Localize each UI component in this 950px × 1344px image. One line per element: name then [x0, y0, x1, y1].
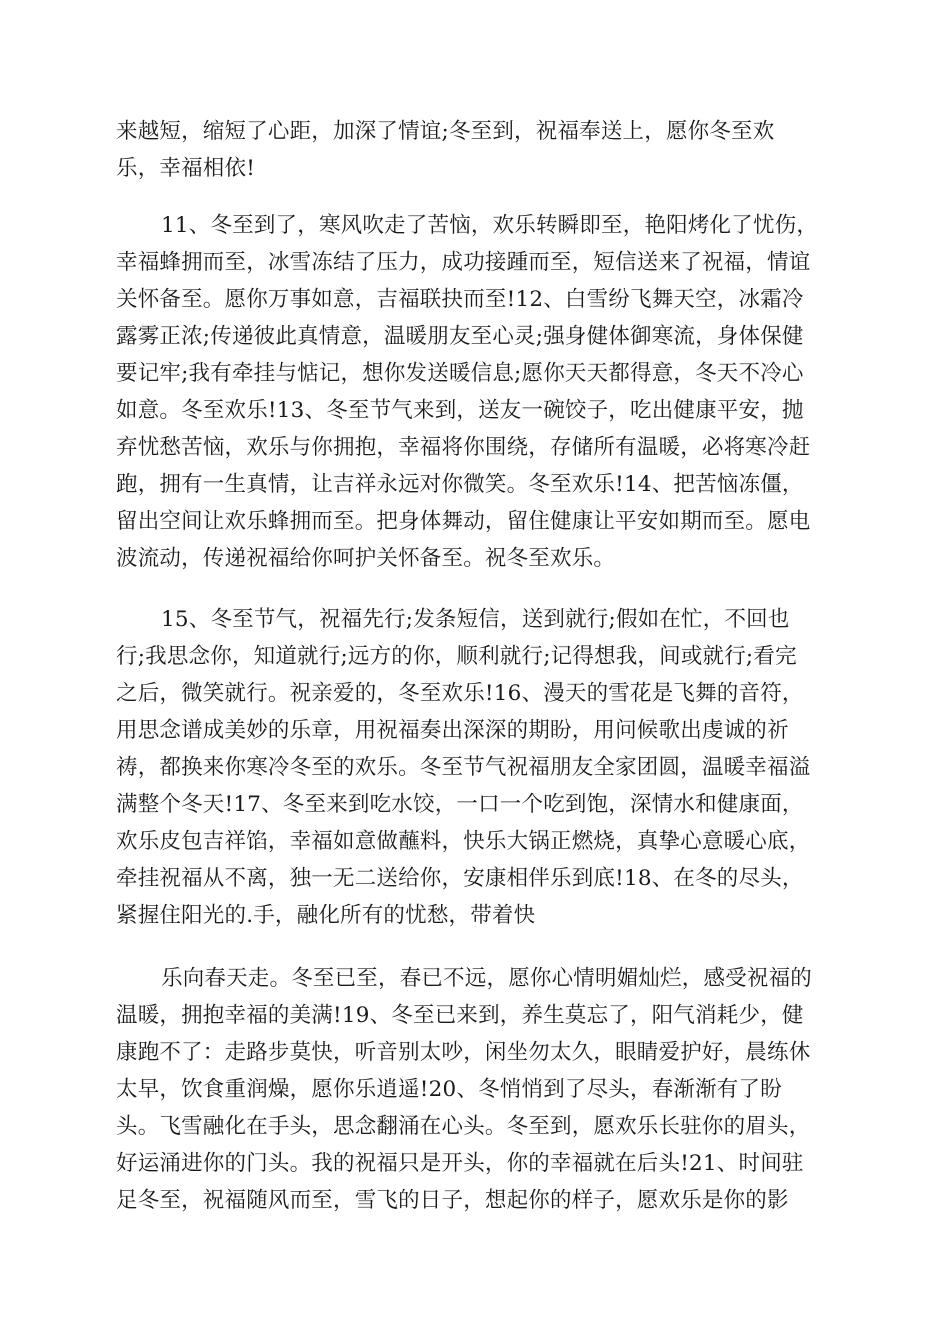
paragraph-wishes-19-21 — [116, 960, 846, 1219]
text-line: 来越短，缩短了心距，加深了情谊;冬至到，祝福奉送上，愿你冬至欢 — [116, 119, 775, 144]
text-line: 温暖，拥抱幸福的美满!19、冬至已来到，养生莫忘了，阳气消耗少，健 — [116, 1003, 804, 1028]
text-line: 关怀备至。愿你万事如意，吉福联抉而至!12、白雪纷飞舞天空，冰霜冷 — [116, 287, 804, 312]
text-line: 行;我思念你，知道就行;远方的你，顺利就行;记得想我，间或就行;看完 — [116, 644, 797, 669]
text-line: 头。飞雪融化在手头，思念翻涌在心头。冬至到，愿欢乐长驻你的眉头， — [116, 1114, 811, 1139]
text-line: 露雾正浓;传递彼此真情意，温暖朋友至心灵;强身健体御寒流，身体保健 — [116, 324, 804, 349]
text-line: 15、冬至节气，祝福先行;发条短信，送到就行;假如在忙，不回也 — [161, 607, 790, 632]
text-line: 康跑不了：走路步莫快，听音别太吵，闲坐勿太久，眼睛爱护好，晨练休 — [116, 1040, 811, 1065]
text-line: 跑，拥有一生真情，让吉祥永远对你微笑。冬至欢乐!14、把苦恼冻僵， — [116, 472, 804, 497]
text-line: 之后，微笑就行。祝亲爱的，冬至欢乐!16、漫天的雪花是飞舞的音符， — [116, 681, 804, 706]
text-line: 紧握住阳光的.手，融化所有的忧愁，带着快 — [116, 903, 536, 928]
text-line: 11、冬至到了，寒风吹走了苦恼，欢乐转瞬即至，艳阳烤化了忧伤， — [161, 213, 819, 238]
text-line: 欢乐皮包吉祥馅，幸福如意做蘸料，快乐大锅正燃烧，真挚心意暖心底， — [116, 829, 811, 854]
text-line: 波流动，传递祝福给你呵护关怀备至。祝冬至欢乐。 — [116, 546, 616, 571]
text-line: 牵挂祝福从不离，独一无二送给你，安康相伴乐到底!18、在冬的尽头， — [116, 866, 804, 891]
text-line: 满整个冬天!17、冬至来到吃水饺，一口一个吃到饱，深情水和健康面， — [116, 792, 804, 817]
text-line: 乐，幸福相依! — [116, 156, 256, 181]
text-line: 足冬至，祝福随风而至，雪飞的日子，想起你的样子，愿欢乐是你的影 — [116, 1188, 789, 1213]
text-line: 要记牢;我有牵挂与惦记，想你发送暖信息;愿你天天都得意，冬天不冷心 — [116, 361, 804, 386]
text-line: 幸福蜂拥而至，冰雪冻结了压力，成功接踵而至，短信送来了祝福，情谊 — [116, 250, 811, 275]
paragraph-wishes-15-18 — [116, 601, 846, 934]
text-line: 如意。冬至欢乐!13、冬至节气来到，送友一碗饺子，吃出健康平安，抛 — [116, 398, 804, 423]
paragraph-continuation — [116, 113, 846, 187]
text-line: 太早，饮食重润燥，愿你乐逍遥!20、冬悄悄到了尽头，春渐渐有了盼 — [116, 1077, 782, 1102]
paragraph-wishes-11-14 — [116, 207, 846, 577]
text-line: 乐向春天走。冬至已至，春已不远，愿你心情明媚灿烂，感受祝福的 — [161, 966, 813, 991]
text-line: 留出空间让欢乐蜂拥而至。把身体舞动，留住健康让平安如期而至。愿电 — [116, 509, 811, 534]
text-line: 用思念谱成美妙的乐章，用祝福奏出深深的期盼，用问候歌出虔诚的祈 — [116, 718, 789, 743]
text-line: 祷，都换来你寒冷冬至的欢乐。冬至节气祝福朋友全家团圆，温暖幸福溢 — [116, 755, 811, 780]
text-line: 弃忧愁苦恼，欢乐与你拥抱，幸福将你围绕，存储所有温暖，必将寒冷赶 — [116, 435, 811, 460]
text-line: 好运涌进你的门头。我的祝福只是开头，你的幸福就在后头!21、时间驻 — [116, 1151, 804, 1176]
